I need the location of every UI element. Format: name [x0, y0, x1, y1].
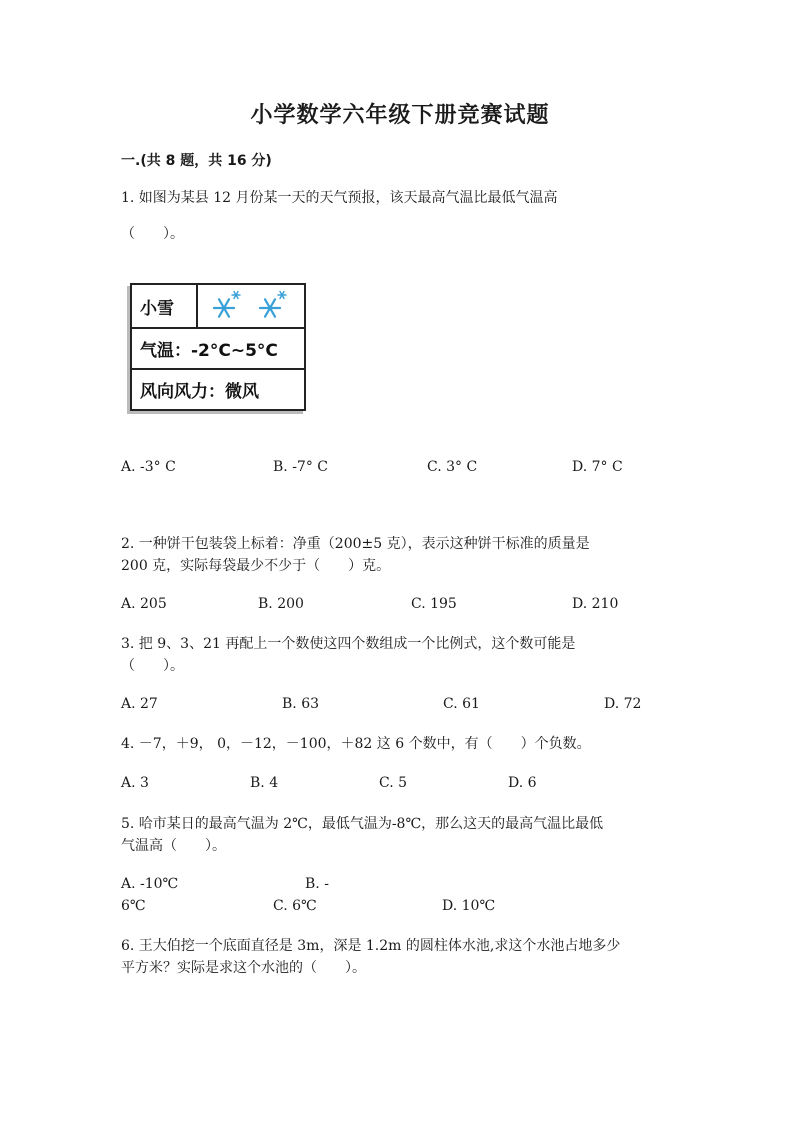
question-5-line-1: 5. 哈市某日的最高气温为 2℃，最低气温为-8℃，那么这天的最高气温比最低	[121, 816, 604, 832]
question-1-option-c: C. 3° C	[427, 459, 478, 475]
weather-temperature-label: 气温：-2°C~5°C	[140, 341, 278, 361]
weather-forecast-image	[130, 283, 306, 411]
question-1-option-d: D. 7° C	[572, 459, 623, 475]
weather-row-condition	[132, 285, 304, 329]
question-5-option-b-cont: 6℃	[121, 898, 146, 914]
question-4-option-b: B. 4	[250, 775, 279, 791]
question-5-option-d: D. 10℃	[442, 898, 496, 914]
question-5-option-c: C. 6℃	[273, 898, 317, 914]
question-4-option-a: A. 3	[121, 775, 149, 791]
question-3-line-1: 3. 把 9、3、21 再配上一个数使这四个数组成一个比例式，这个数可能是	[121, 636, 576, 652]
question-2-option-c: C. 195	[411, 596, 457, 612]
weather-row-temperature	[132, 329, 304, 370]
question-4-option-d: D. 6	[508, 775, 537, 791]
weather-row-wind	[132, 370, 304, 409]
question-4-option-c: C. 5	[379, 775, 408, 791]
question-1-line-2: （ ）。	[121, 226, 184, 242]
question-2-option-d: D. 210	[572, 596, 619, 612]
question-1-option-b: B. -7° C	[273, 459, 328, 475]
question-4-line-1: 4. －7，＋9， 0，－12，－100，＋82 这 6 个数中，有（ ）个负数。	[121, 736, 591, 752]
weather-condition-label: 小雪	[132, 285, 198, 327]
section-heading: 一.(共 8 题，共 16 分)	[121, 153, 272, 169]
question-2-option-a: A. 205	[121, 596, 167, 612]
weather-wind-label: 风向风力：微风	[140, 382, 259, 402]
question-3-option-c: C. 61	[443, 696, 480, 712]
question-1-line-1: 1. 如图为某县 12 月份某一天的天气预报，该天最高气温比最低气温高	[121, 190, 558, 206]
page-title: 小学数学六年级下册竞赛试题	[250, 103, 550, 128]
question-2-line-1: 2. 一种饼干包装袋上标着：净重（200±5 克），表示这种饼干标准的质量是	[121, 536, 590, 552]
snowflake-icon	[206, 286, 302, 326]
question-3-option-d: D. 72	[604, 696, 642, 712]
snow-icons	[198, 285, 304, 327]
question-5-option-a: A. -10℃	[121, 876, 179, 892]
question-5-option-b: B. -	[305, 876, 329, 892]
question-6-line-2: 平方米？实际是求这个水池的（ ）。	[121, 960, 366, 976]
question-5-line-2: 气温高（ ）。	[121, 838, 226, 854]
question-3-option-a: A. 27	[121, 696, 158, 712]
question-2-option-b: B. 200	[258, 596, 304, 612]
question-1-option-a: A. -3° C	[121, 459, 176, 475]
question-3-line-2: （ ）。	[121, 658, 184, 674]
question-2-line-2: 200 克，实际每袋最少不少于（ ）克。	[121, 558, 391, 574]
question-6-line-1: 6. 王大伯挖一个底面直径是 3m，深是 1.2m 的圆柱体水池,求这个水池占地多少	[121, 938, 621, 954]
question-3-option-b: B. 63	[282, 696, 320, 712]
